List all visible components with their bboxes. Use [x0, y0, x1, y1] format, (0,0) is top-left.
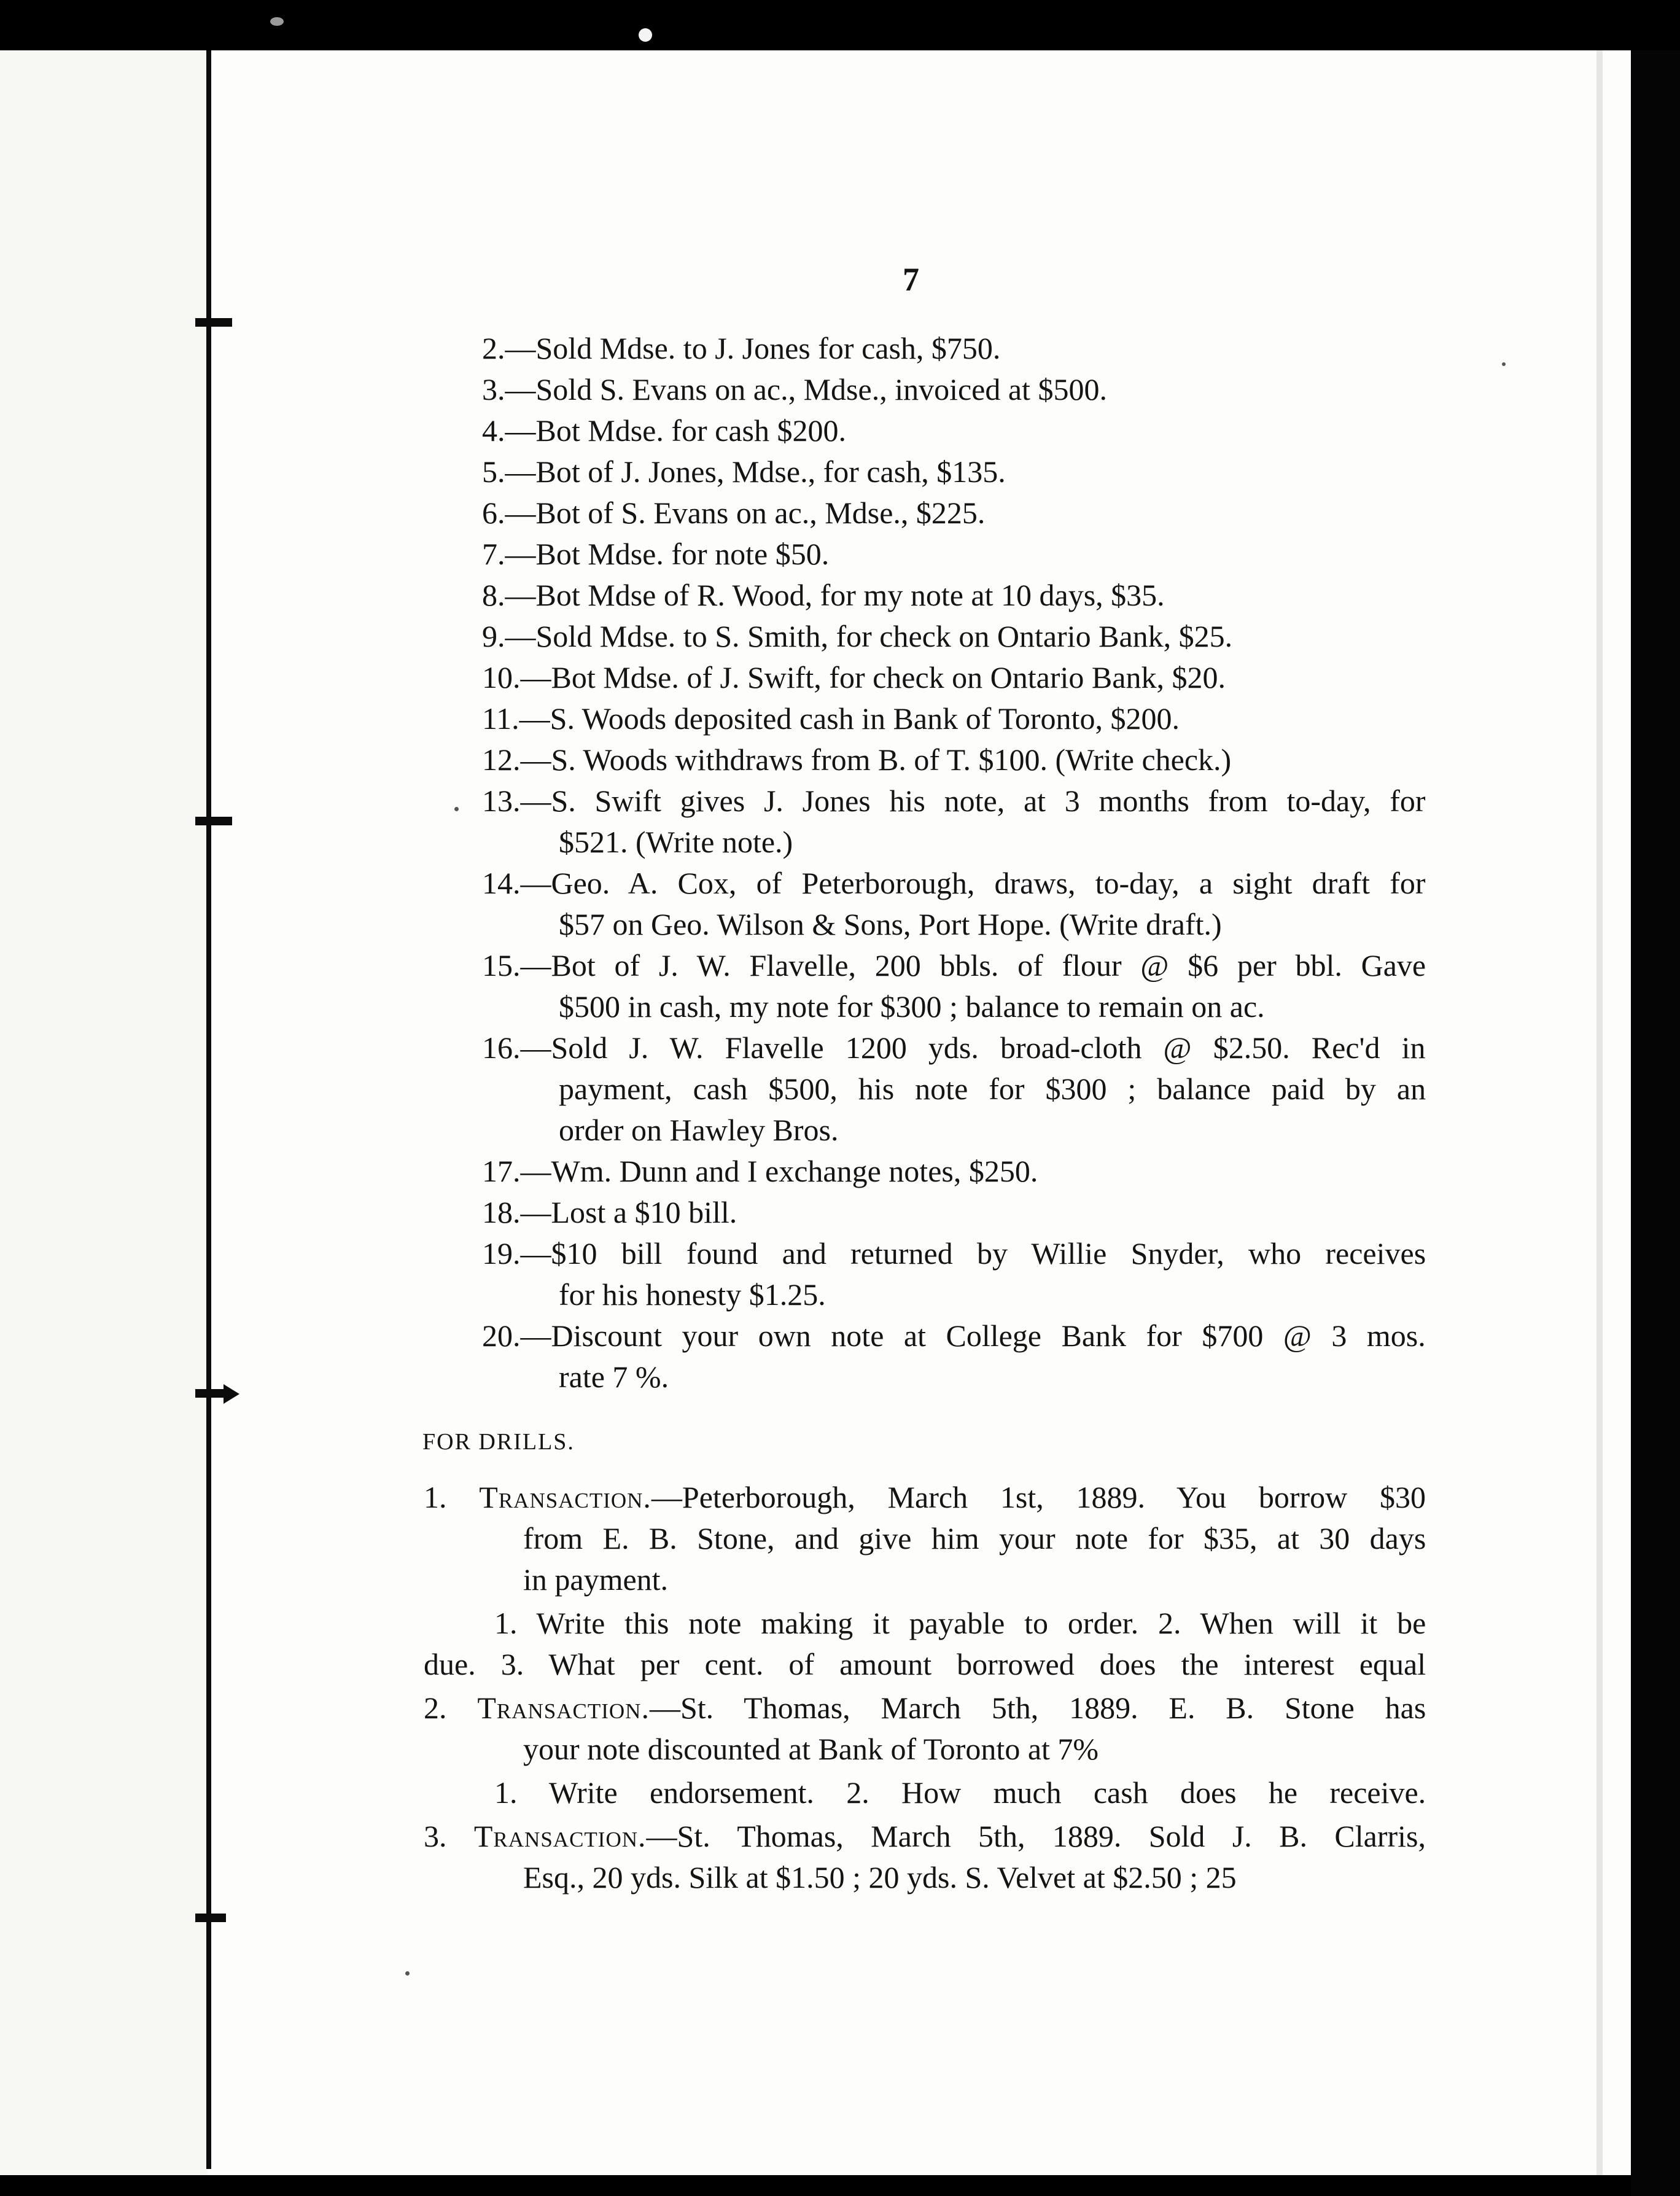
drill-label: Transaction. [473, 1819, 647, 1853]
transaction-continuation: for his honesty $1.25. [559, 1277, 826, 1312]
transaction-entry: 14.—Geo. A. Cox, of Peterborough, draws, to-day, a sight draft for [482, 866, 1426, 900]
transaction-entry: 16.—Sold J. W. Flavelle 1200 yds. broad-cloth @ $2.50. Rec'd in [482, 1030, 1426, 1065]
binding-edge [206, 50, 211, 2169]
binding-gutter [0, 50, 208, 2175]
dust-speck [405, 1971, 410, 1976]
drill-continuation: your note discounted at Bank of Toronto at 7% [523, 1732, 1099, 1766]
transaction-entry: 3.—Sold S. Evans on ac., Mdse., invoiced at $500. [482, 372, 1107, 407]
drill-question: 1. Write this note making it payable to order. 2. When will it be [494, 1606, 1426, 1640]
binding-clip-top [195, 318, 232, 327]
drill-continuation: Esq., 20 yds. Silk at $1.50 ; 20 yds. S. Velvet at $2.50 ; 25 [523, 1860, 1237, 1894]
drill-question: due. 3. What per cent. of amount borrowed does the interest equal [424, 1647, 1426, 1681]
drill-question: 1. Write endorsement. 2. How much cash does he receive. [494, 1775, 1426, 1810]
transaction-entry: 15.—Bot of J. W. Flavelle, 200 bbls. of flour @ $6 per bbl. Gave [482, 948, 1426, 983]
drill-number: 1. [424, 1480, 480, 1514]
transaction-continuation: $521. (Write note.) [559, 825, 793, 859]
transaction-entry: 10.—Bot Mdse. of J. Swift, for check on Ontario Bank, $20. [482, 660, 1226, 695]
drill-text: —St. Thomas, March 5th, 1889. E. B. Stone has [649, 1691, 1426, 1725]
transaction-entry: 6.—Bot of S. Evans on ac., Mdse., $225. [482, 496, 986, 530]
binding-clip-middle [195, 1389, 224, 1398]
dust-speck [270, 17, 284, 26]
transaction-entry: 4.—Bot Mdse. for cash $200. [482, 413, 846, 448]
binding-clip-upper [195, 817, 232, 825]
drill-transaction-heading [424, 1479, 1426, 1516]
transaction-entry: 5.—Bot of J. Jones, Mdse., for cash, $135. [482, 454, 1006, 489]
drill-label: Transaction. [479, 1480, 651, 1514]
page-fold-shadow [1596, 50, 1603, 2175]
transaction-entry: 13.—S. Swift gives J. Jones his note, at 3 months from to-day, for [482, 784, 1426, 818]
transaction-entry: 9.—Sold Mdse. to S. Smith, for check on Ontario Bank, $25. [482, 619, 1233, 653]
transaction-continuation: $57 on Geo. Wilson & Sons, Port Hope. (Write draft.) [559, 907, 1222, 941]
transaction-continuation: payment, cash $500, his note for $300 ; balance paid by an [559, 1072, 1426, 1106]
drill-text: —Peterborough, March 1st, 1889. You borrow $30 [651, 1480, 1426, 1514]
binding-clip-lower [195, 1914, 226, 1922]
transaction-entry: 17.—Wm. Dunn and I exchange notes, $250. [482, 1154, 1038, 1188]
drill-transaction-heading [424, 1689, 1426, 1726]
drill-number: 3. [424, 1819, 474, 1853]
dust-speck [1502, 362, 1506, 366]
dust-speck [639, 28, 652, 42]
transaction-entry: 20.—Discount your own note at College Bank for $700 @ 3 mos. [482, 1318, 1426, 1353]
transaction-entry: 18.—Lost a $10 bill. [482, 1195, 737, 1229]
drill-number: 2. [424, 1691, 478, 1725]
section-heading: FOR DRILLS. [422, 1429, 575, 1455]
transaction-continuation: rate 7 %. [559, 1360, 669, 1394]
transaction-entry: 2.—Sold Mdse. to J. Jones for cash, $750. [482, 331, 1001, 365]
drill-continuation: in payment. [523, 1562, 669, 1597]
drill-label: Transaction. [477, 1691, 650, 1725]
transaction-entry: 11.—S. Woods deposited cash in Bank of Toronto, $200. [482, 701, 1180, 736]
page-number: 7 [903, 261, 919, 298]
transaction-entry: 8.—Bot Mdse of R. Wood, for my note at 10 days, $35. [482, 578, 1165, 612]
transaction-entry: 7.—Bot Mdse. for note $50. [482, 537, 830, 571]
transaction-entry: 12.—S. Woods withdraws from B. of T. $100. (Write check.) [482, 742, 1232, 777]
transaction-continuation: order on Hawley Bros. [559, 1113, 839, 1147]
transaction-entry: 19.—$10 bill found and returned by Willie Snyder, who receives [482, 1236, 1426, 1271]
drill-continuation: from E. B. Stone, and give him your note for $35, at 30 days [523, 1521, 1426, 1555]
dust-speck [454, 807, 459, 811]
drill-text: —St. Thomas, March 5th, 1889. Sold J. B. Clarris, [646, 1819, 1426, 1853]
scan-background-edge [1631, 50, 1680, 2196]
drill-transaction-heading [424, 1818, 1426, 1855]
transaction-continuation: $500 in cash, my note for $300 ; balance to remain on ac. [559, 989, 1265, 1024]
